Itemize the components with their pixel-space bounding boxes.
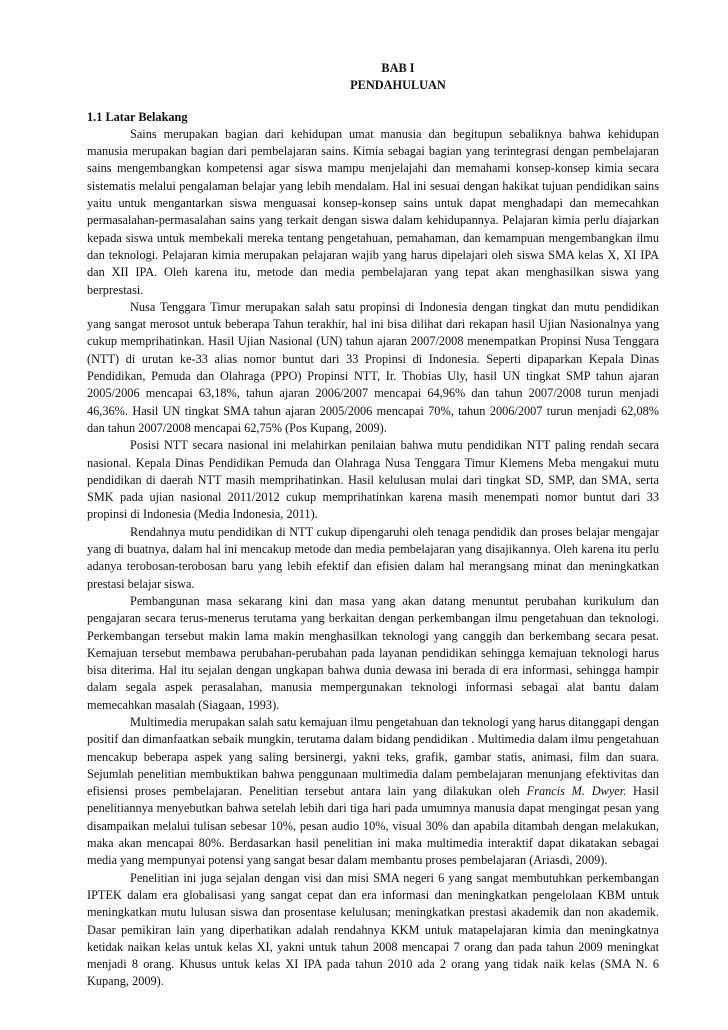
section-heading: 1.1 Latar Belakang [87, 109, 188, 124]
paragraph: Pembangunan masa sekarang kini dan masa yang akan datang menuntut perubahan kurikulum dan pengajaran secara terus-menerus terutama yang berkaitan dengan perkembangan ilmu pengetahuan dan teknologi. Perkembangan tersebut makin lama makin menghasilkan teknologi yang canggih dan berkembang secara pesat. Kemajuan tersebut membawa perubahan-perubahan pada layanan pendidikan sehingga kemajuan teknologi harus bisa diterima. Hal itu sejalan dengan ungkapan bahwa dunia dewasa ini berada di era informasi, sehingga hampir dalam segala aspek perasalahan, manusia mempergunakan teknologi informasi sebagai alat bantu dalam memecahkan masalah (Siagaan, 1993). [87, 593, 659, 712]
paragraph: Sains merupakan bagian dari kehidupan umat manusia dan begitupun sebaliknya bahwa kehidupan manusia merupakan bagian dari pembelajaran sains. Kimia sebagai bagian yang terintegrasi dengan pembelajaran sains mengembangkan kompetensi agar siswa mampu menjelajahi dan memahami konsep-konsep kimia secara sistematis melalui pengalaman belajar yang lebih mendalam. Hal ini sesuai dengan hakikat tujuan pendidikan sains yaitu untuk mengantarkan siswa menguasai konsep-konsep sains untuk dapat menghadapi dan memecahkan permasalahan-permasalahan sains yang terkait dengan siswa dalam kehidupannya. Pelajaran kimia perlu diajarkan kepada siswa untuk membekali mereka tentang pengetahuan, pemahaman, dan kemampuan mengembangkan ilmu dan teknologi. Pelajaran kimia merupakan pelajaran wajib yang harus dipelajari oleh siswa SMA kelas X, XI IPA dan XII IPA. Oleh karena itu, metode dan media pembelajaran yang tepat akan menghasilkan siswa yang berprestasi. [87, 126, 659, 297]
paragraph-multimedia [87, 714, 659, 870]
paragraph-text: Hasil penelitiannya menyebutkan bahwa setelah lebih dari tiga hari pada umumnya manusia dapat mengingat pesan yang disampaikan melalui tulisan sebesar 10%, pesan audio 10%, visual 30% dan apabila ditambah dengan melakukan, maka akan mencapai 80%. Berdasarkan hasil penelitian ini maka multimedia interaktif dapat dikatakan sebagai media yang mempunyai potensi yang sangat besar dalam membantu proses pembelajaran (Ariasdi, 2009). [87, 784, 660, 868]
paragraph: Rendahnya mutu pendidikan di NTT cukup dipengaruhi oleh tenaga pendidik dan proses belajar mengajar yang di buatnya, dalam hal ini mencakup metode dan media pembelajaran yang disajikannya. Oleh karena itu perlu adanya terobosan-terobosan baru yang lebih efektif dan efisien dalam hal merangsang minat dan meningkatkan prestasi belajar siswa. [87, 524, 659, 591]
chapter-number: BAB I [381, 61, 415, 75]
cited-author: Francis M. Dwyer. [526, 784, 627, 799]
paragraph-text: Multimedia merupakan salah satu kemajuan ilmu pengetahuan dan teknologi yang harus ditanggapi dengan positif dan dimanfaatkan sebaik mungkin, terutama dalam bidang pendidikan . Multimedia dalam ilmu pengetahuan mencakup beberapa aspek yang saling bersinergi, yakni teks, grafik, gambar statis, animasi, film dan suara. Sejumlah penelitian membuktikan bahwa penggunaan multimedia dalam pembelajaran menunjang efektivitas dan efisiensi proses pembelajaran. Penelitian tersebut antara lain yang dilakukan oleh [87, 714, 659, 799]
chapter-title: PENDAHULUAN [350, 78, 446, 93]
paragraph: Nusa Tenggara Timur merupakan salah satu propinsi di Indonesia dengan tingkat dan mutu pendidikan yang sangat merosot untuk beberapa Tahun terakhir, hal ini bisa dilihat dari rekapan hasil Ujian Nasionalnya yang cukup memprihatinkan. Hasil Ujian Nasional (UN) tahun ajaran 2007/2008 menempatkan Propinsi Nusa Tenggara (NTT) di urutan ke-33 alias nomor buntut dari 33 Propinsi di Indonesia. Seperti dipaparkan Kepala Dinas Pendidikan, Pemuda dan Olahraga (PPO) Propinsi NTT, Ir. Thobias Uly, hasil UN tingkat SMP tahun ajaran 2005/2006 mencapai 63,18%, tahun ajaran 2006/2007 mencapai 64,96% dan tahun 2007/2008 turun menjadi 46,36%. Hasil UN tingkat SMA tahun ajaran 2005/2006 mencapai 70%, tahun 2006/2007 turun menjadi 62,08% dan tahun 2007/2008 mencapai 62,75% (Pos Kupang, 2009). [87, 299, 659, 435]
paragraph: Posisi NTT secara nasional ini melahirkan penilaian bahwa mutu pendidikan NTT paling rendah secara nasional. Kepala Dinas Pendidikan Pemuda dan Olahraga Nusa Tenggara Timur Klemens Meba mengakui mutu pendidikan di daerah NTT masih memprihatinkan. Hasil kelulusan mulai dari tingkat SD, SMP, dan SMA, serta SMK pada ujian nasional 2011/2012 cukup memprihatinkan karena masih menempati nomor buntut dari 33 propinsi di Indonesia (Media Indonesia, 2011). [87, 438, 659, 522]
paragraph: Penelitian ini juga sejalan dengan visi dan misi SMA negeri 6 yang sangat membutuhkan perkembangan IPTEK dalam era globalisasi yang sangat cepat dan era informasi dan meningkatkan pengelolaan KBM untuk meningkatkan mutu lulusan siswa dan prosentase kelulusan; meningkatkan prestasi akademik dan non akademik. Dasar pemikiran lain yang diperhatikan adalah rendahnya KKM untuk matapelajaran kimia dan meningkatnya ketidak naikan kelas untuk kelas XI, yakni untuk tahun 2008 mencapai 7 orang dan pada tahun 2009 meningkat menjadi 8 orang. Khusus untuk kelas XI IPA pada tahun 2010 ada 2 orang yang tidak naik kelas (SMA N. 6 Kupang, 2009). [87, 870, 659, 989]
document-page [87, 60, 659, 991]
